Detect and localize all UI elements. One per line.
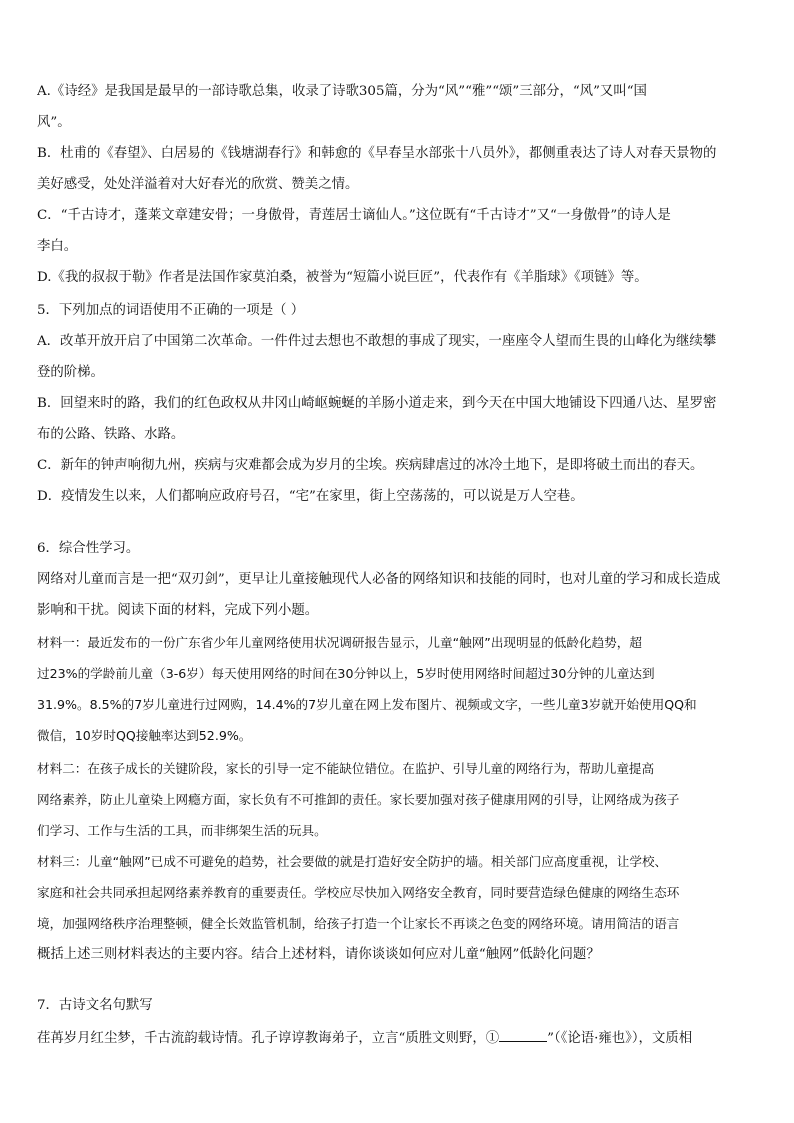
material2-line1: 材料二：在孩子成长的关键阶段，家长的引导一定不能缺位错位。在监护、引导儿童的网络行为，帮助儿童提高: [37, 761, 655, 776]
q4-option-b-line2: 美好感受，处处洋溢着对大好春光的欣赏、赞美之情。: [37, 177, 359, 192]
q7-text-before-blank: 荏苒岁月红尘梦，千古流韵载诗情。孔子谆谆教诲弟子，立言“质胜文则野，①: [37, 1031, 500, 1046]
answer-blank[interactable]: [499, 1028, 547, 1042]
q7-line1: [37, 1028, 759, 1048]
q5-option-d: D．疫情发生以来，人们都响应政府号召，“宅”在家里，街上空荡荡的，可以说是万人空巷。: [37, 489, 584, 504]
material1-line3: 31.9%。8.5%的7岁儿童进行过网购，14.4%的7岁儿童在网上发布图片、视频或文字，一些儿童3岁就开始使用QQ和: [37, 697, 697, 712]
q4-option-a-line2: 风”。: [37, 115, 71, 130]
material3-line2: 家庭和社会共同承担起网络素养教育的重要责任。学校应尽快加入网络安全教育，同时要营造绿色健康的网络生态环: [37, 885, 680, 900]
q5-stem: 5．下列加点的词语使用不正确的一项是（ ）: [37, 303, 305, 318]
q6-intro-line2: 影响和干扰。阅读下面的材料，完成下列小题。: [37, 603, 319, 618]
material1-line1: 材料一：最近发布的一份广东省少年儿童网络使用状况调研报告显示，儿童“触网”出现明显的低龄化趋势，超: [37, 635, 642, 650]
q7-text-after-blank: ”（《论语·雍也》），文质相: [547, 1031, 693, 1046]
q7-title: 7．古诗文名句默写: [37, 998, 153, 1013]
q6-title: 6．综合性学习。: [37, 541, 140, 556]
q5-option-a-line2: 登的阶梯。: [37, 365, 104, 380]
q6-prompt: 概括上述三则材料表达的主要内容。结合上述材料，请你谈谈如何应对儿童“触网”低龄化问题？: [37, 947, 600, 962]
material1-line4: 微信，10岁时QQ接触率达到52.9%。: [37, 728, 252, 743]
material3-line1: 材料三：儿童“触网”已成不可避免的趋势，社会要做的就是打造好安全防护的墙。相关部门应高度重视，让学校、: [37, 854, 668, 869]
q6-intro-line1: 网络对儿童而言是一把“双刃剑”，更早让儿童接触现代人必备的网络知识和技能的同时，也对儿童的学习和成长造成: [37, 572, 721, 587]
q5-option-b-line1: B．回望来时的路，我们的红色政权从井冈山崎岖蜿蜒的羊肠小道走来，到今天在中国大地铺设下四通八达、星罗密: [37, 396, 717, 411]
material2-line3: 们学习、工作与生活的工具，而非绑架生活的玩具。: [37, 823, 327, 838]
q4-option-b-line1: B．杜甫的《春望》、白居易的《钱塘湖春行》和韩愈的《早春呈水部张十八员外》，都侧重表达了诗人对春天景物的: [37, 146, 717, 161]
q5-option-a-line1: A．改革开放开启了中国第二次革命。一件件过去想也不敢想的事成了现实，一座座令人望而生畏的山峰化为继续攀: [37, 334, 717, 349]
q5-option-c: C．新年的钟声响彻九州，疾病与灾难都会成为岁月的尘埃。疾病肆虐过的冰冷土地下，是即将破土而出的春天。: [37, 458, 704, 473]
q4-option-c-line1: C．“千古诗才，蓬莱文章建安骨；一身傲骨，青莲居士谪仙人。”这位既有“千古诗才”又“一身傲骨”的诗人是: [37, 208, 671, 223]
material3-line3: 境，加强网络秩序治理整顿，健全长效监管机制，给孩子打造一个让家长不再谈之色变的网络环境。请用简洁的语言: [37, 916, 680, 931]
q4-option-a-line1: A.《诗经》是我国是最早的一部诗歌总集，收录了诗歌305篇，分为“风”“雅”“颂”三部分，“风”又叫“国: [37, 84, 647, 99]
material1-line2: 过23%的学龄前儿童（3-6岁）每天使用网络的时间在30分钟以上，5岁时使用网络时间超过30分钟的儿童达到: [37, 666, 655, 681]
q5-option-b-line2: 布的公路、铁路、水路。: [37, 427, 185, 442]
q4-option-c-line2: 李白。: [37, 239, 78, 254]
q4-option-d: D.《我的叔叔于勒》作者是法国作家莫泊桑，被誉为“短篇小说巨匠”，代表作有《羊脂球》《项链》等。: [37, 270, 648, 285]
material2-line2: 网络素养，防止儿童染上网瘾方面，家长负有不可推卸的责任。家长要加强对孩子健康用网的引导，让网络成为孩子: [37, 792, 680, 807]
